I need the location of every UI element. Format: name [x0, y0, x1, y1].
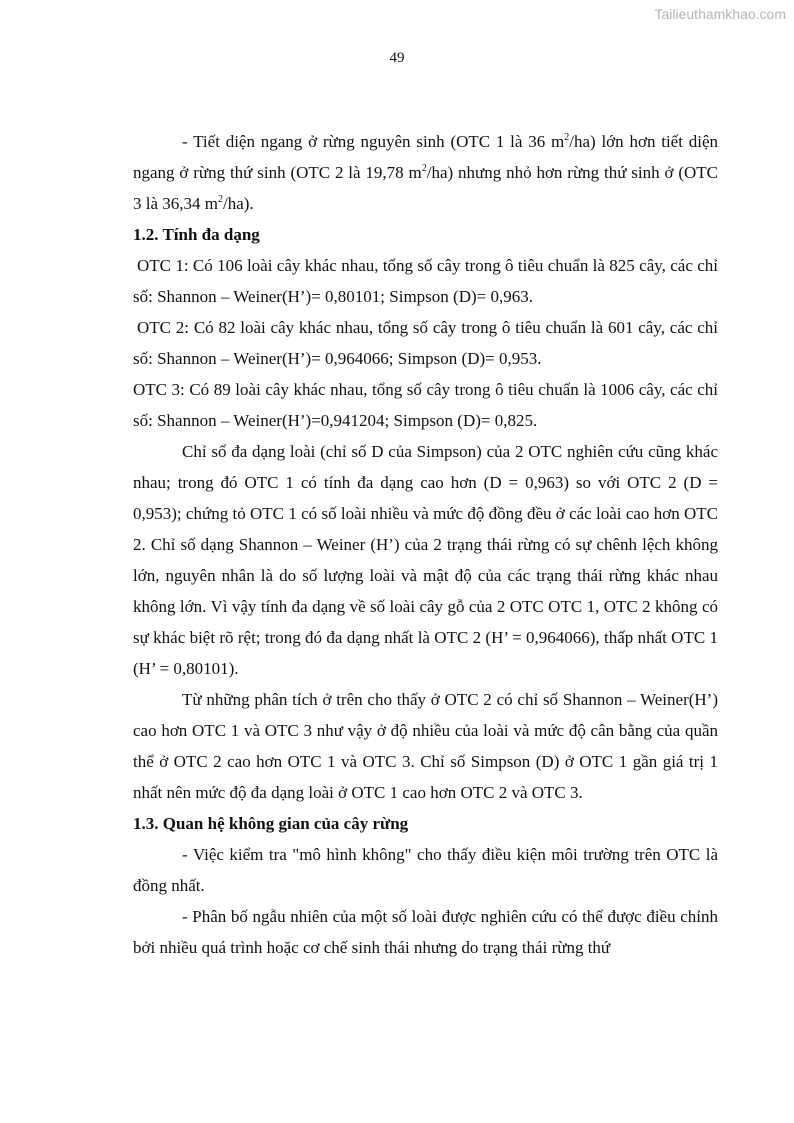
- paragraph-basal-area: - Tiết diện ngang ở rừng nguyên sinh (OTC 1 là 36 $m^2/ha$) lớn hơn tiết diện ngang ở rừng thứ sinh (OTC 2 là 19,78 $m^2/ha$) nhưng nhỏ hơn rừng thứ sinh ở (OTC 3 là 36,34 $m^2/ha$).: [133, 132, 718, 213]
- watermark: Tailieuthamkhao.com: [654, 6, 786, 22]
- paragraph-null-model: - Việc kiểm tra "mô hình không" cho thấy điều kiện môi trường trên OTC là đồng nhất.: [133, 845, 718, 895]
- page-number: 49: [389, 50, 405, 66]
- paragraph-otc3: OTC 3: Có 89 loài cây khác nhau, tổng số cây trong ô tiêu chuẩn là 1006 cây, các chỉ số: Shannon – Weiner(H’)=0,941204; Simpson (D)= 0,825.: [133, 380, 718, 430]
- page-content: [133, 126, 718, 963]
- paragraph-random-distribution: - Phân bố ngẫu nhiên của một số loài được nghiên cứu có thể được điều chỉnh bởi nhiều quá trình hoặc cơ chế sinh thái nhưng do trạng thái rừng thứ: [133, 907, 718, 957]
- heading-diversity: 1.2. Tính đa dạng: [133, 225, 260, 244]
- paragraph-diversity-index: Chỉ số đa dạng loài (chỉ số D của Simpson) của 2 OTC nghiên cứu cũng khác nhau; trong đó OTC 1 có tính đa dạng cao hơn (D = 0,963) so với OTC 2 (D = 0,953); chứng tỏ OTC 1 có số loài nhiều và mức độ đồng đều ở các loài cao hơn OTC 2. Chỉ số dạng Shannon – Weiner (H’) của 2 trạng thái rừng có sự chênh lệch không lớn, nguyên nhân là do số lượng loài và mật độ của các trạng thái rừng khác nhau không lớn. Vì vậy tính đa dạng về số loài cây gỗ của 2 OTC OTC 1, OTC 2 không có sự khác biệt rõ rệt; trong đó đa dạng nhất là OTC 2 (H’ = 0,964066), thấp nhất OTC 1 (H’ = 0,80101).: [133, 442, 718, 678]
- paragraph-otc2: OTC 2: Có 82 loài cây khác nhau, tổng số cây trong ô tiêu chuẩn là 601 cây, các chỉ số: Shannon – Weiner(H’)= 0,964066; Simpson (D)= 0,953.: [133, 318, 718, 368]
- paragraph-otc1: OTC 1: Có 106 loài cây khác nhau, tổng số cây trong ô tiêu chuẩn là 825 cây, các chỉ số: Shannon – Weiner(H’)= 0,80101; Simpson (D)= 0,963.: [133, 256, 718, 306]
- paragraph-analysis: Từ những phân tích ở trên cho thấy ở OTC 2 có chỉ số Shannon – Weiner(H’) cao hơn OTC 1 và OTC 3 như vậy ở độ nhiều của loài và mức độ cân bằng của quần thể ở OTC 2 cao hơn OTC 1 và OTC 3. Chỉ số Simpson (D) ở OTC 1 gần giá trị 1 nhất nên mức độ đa dạng loài ở OTC 1 cao hơn OTC 2 và OTC 3.: [133, 690, 718, 802]
- heading-spatial-relationship: 1.3. Quan hệ không gian của cây rừng: [133, 814, 409, 833]
